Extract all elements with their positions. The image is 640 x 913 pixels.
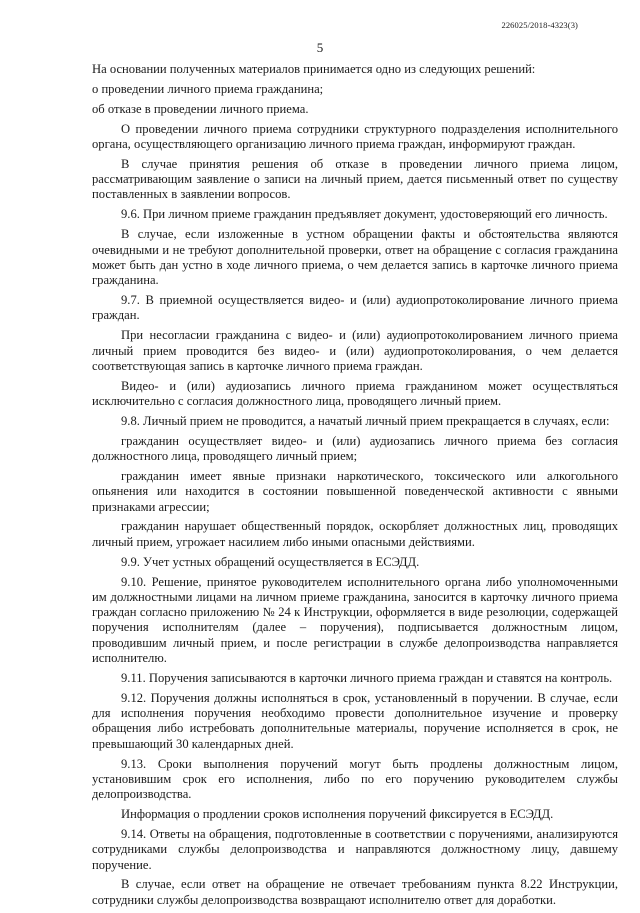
paragraph: 9.11. Поручения записываются в карточки личного приема граждан и ставятся на контроль.	[121, 670, 613, 685]
paragraph: 9.10. Решение, принятое руководителем исполнительного органа либо уполномоченными им должностными лицами на личном приеме гражданина, заносится в карточку личного приема граждан согласно приложению № 24 к Инструкции, оформляется в виде резолюции, содержащей поручения исполнителям (далее – поручения), подписывается должностным лицом, проводившим личный прием, и после регистрации в службе делопроизводства направляется исполнителю.	[92, 574, 618, 665]
paragraph: 9.8. Личный прием не проводится, а начатый личный прием прекращается в случаях, если:	[121, 413, 610, 428]
paragraph: гражданин имеет явные признаки наркотического, токсического или алкогольного опьянения или находится в состоянии повышенной поведенческой активности с явными признаками агрессии;	[92, 468, 618, 514]
paragraph: 9.12. Поручения должны исполняться в срок, установленный в поручении. В случае, если для исполнения поручения необходимо провести дополнительное изучение и проверку обращения либо истребовать дополнительные материалы, поручение исполняется в срок, не превышающий 30 календарных дней.	[92, 690, 618, 751]
paragraph: О проведении личного приема сотрудники структурного подразделения исполнительного органа, осуществляющего организацию личного приема граждан, информируют граждан.	[92, 121, 618, 151]
page-number: 5	[316, 40, 324, 55]
paragraph: В случае, если ответ на обращение не отвечает требованиям пункта 8.22 Инструкции, сотрудники службы делопроизводства возвращают исполнителю ответ для доработки.	[92, 877, 618, 907]
paragraph: Информация о продлении сроков исполнения поручений фиксируется в ЕСЭДД.	[121, 807, 554, 822]
paragraph: 9.6. При личном приеме гражданин предъявляет документ, удостоверяющий его личность.	[121, 207, 608, 222]
paragraph: 9.7. В приемной осуществляется видео- и (или) аудиопротоколирование личного приема граждан.	[92, 293, 618, 323]
paragraph: Видео- и (или) аудиозапись личного приема гражданином может осуществляться исключительно с согласия должностного лица, проводящего личный прием.	[92, 378, 618, 408]
document-number: 226025/2018-4323(3)	[501, 20, 578, 30]
paragraph: гражданин осуществляет видео- и (или) аудиозапись личного приема без согласия должностного лица, проводящего личный прием;	[92, 433, 618, 464]
paragraph: В случае принятия решения об отказе в проведении личного приема лицом, рассматривающим заявление о записи на личный прием, дается письменный ответ по существу поставленных в заявлении вопросов.	[92, 156, 618, 202]
paragraph: об отказе в проведении личного приема.	[92, 101, 309, 116]
paragraph: При несогласии гражданина с видео- и (или) аудиопротоколированием личного приема личный прием проводится без видео- и (или) аудиопротоколирования, о чем делается соответствующая запись в карточке личного приема граждан.	[92, 328, 618, 373]
paragraph: На основании полученных материалов принимается одно из следующих решений:	[92, 62, 536, 76]
paragraph: В случае, если изложенные в устном обращении факты и обстоятельства являются очевидными и не требуют дополнительной проверки, ответ на обращение с согласия гражданина может быть дан устно в ходе личного приема, о чем делается запись в карточке личного приема гражданина.	[92, 227, 618, 288]
paragraph: гражданин нарушает общественный порядок, оскорбляет должностных лиц, проводящих личный прием, угрожает насилием либо иными опасными действиями.	[92, 519, 618, 549]
paragraph: 9.9. Учет устных обращений осуществляется в ЕСЭДД.	[121, 554, 420, 569]
document-body	[92, 62, 618, 913]
paragraph: 9.14. Ответы на обращения, подготовленные в соответствии с поручениями, анализируются сотрудниками службы делопроизводства и направляются должностному лицу, давшему поручение.	[92, 826, 618, 872]
paragraph: 9.13. Сроки выполнения поручений могут быть продлены должностным лицом, установившим срок его исполнения, либо по его поручению руководителем службы делопроизводства.	[92, 756, 618, 802]
paragraph: о проведении личного приема гражданина;	[92, 81, 324, 96]
